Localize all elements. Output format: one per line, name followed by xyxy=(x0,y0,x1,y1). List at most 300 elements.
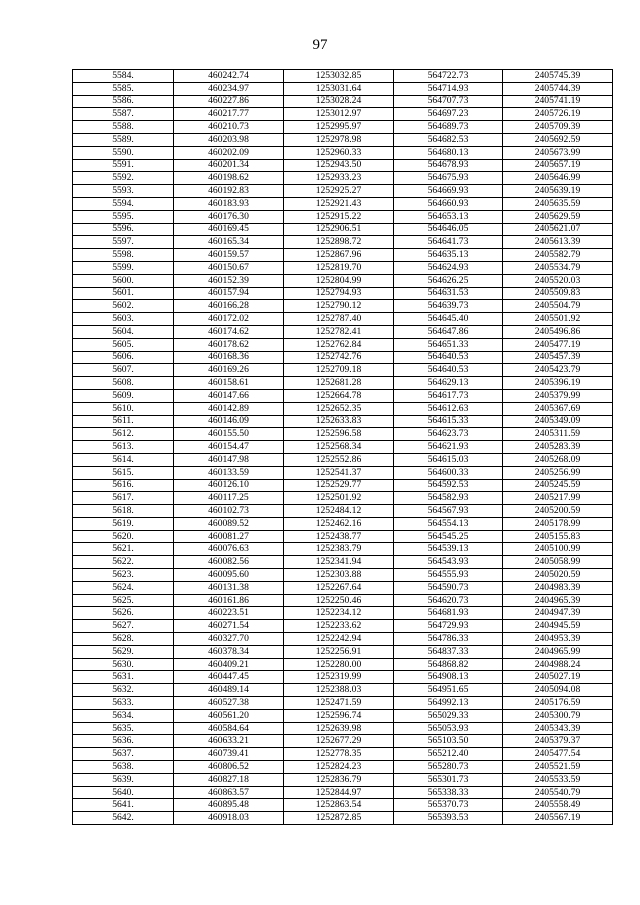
coord-y1-cell: 1252234.12 xyxy=(284,607,394,620)
coord-y2-cell: 2405300.79 xyxy=(503,709,613,722)
table-row xyxy=(73,338,613,351)
coord-y1-cell: 1252639.98 xyxy=(284,722,394,735)
coord-y2-cell: 2405217.99 xyxy=(503,492,613,505)
coord-x1-cell: 460561.20 xyxy=(174,709,284,722)
coord-x1-cell: 460863.57 xyxy=(174,786,284,799)
coord-y2-cell: 2405094.08 xyxy=(503,684,613,697)
coord-x1-cell: 460739.41 xyxy=(174,748,284,761)
coord-y2-cell: 2404983.39 xyxy=(503,581,613,594)
table-row xyxy=(73,82,613,95)
coord-x2-cell: 564624.93 xyxy=(394,261,503,274)
coord-y1-cell: 1252664.78 xyxy=(284,389,394,402)
table-row xyxy=(73,697,613,710)
point-number-cell: 5627. xyxy=(73,620,174,633)
point-number-cell: 5607. xyxy=(73,364,174,377)
coord-y1-cell: 1252742.76 xyxy=(284,351,394,364)
coord-y2-cell: 2404965.39 xyxy=(503,594,613,607)
coord-x2-cell: 565393.53 xyxy=(394,812,503,825)
coord-y1-cell: 1252256.91 xyxy=(284,645,394,658)
point-number-cell: 5598. xyxy=(73,249,174,262)
point-number-cell: 5618. xyxy=(73,505,174,518)
coord-x1-cell: 460147.98 xyxy=(174,453,284,466)
coord-x1-cell: 460527.38 xyxy=(174,697,284,710)
table-row xyxy=(73,261,613,274)
coord-x2-cell: 564680.13 xyxy=(394,146,503,159)
coord-x1-cell: 460166.28 xyxy=(174,300,284,313)
coord-y2-cell: 2405100.99 xyxy=(503,543,613,556)
coord-x2-cell: 565029.33 xyxy=(394,709,503,722)
coord-y2-cell: 2405256.99 xyxy=(503,466,613,479)
coord-y2-cell: 2405504.79 xyxy=(503,300,613,313)
coord-x1-cell: 460201.34 xyxy=(174,159,284,172)
coord-y1-cell: 1252267.64 xyxy=(284,581,394,594)
coord-y2-cell: 2405673.99 xyxy=(503,146,613,159)
point-number-cell: 5630. xyxy=(73,658,174,671)
table-row xyxy=(73,543,613,556)
coord-x1-cell: 460183.93 xyxy=(174,197,284,210)
coord-x2-cell: 564600.33 xyxy=(394,466,503,479)
coord-y1-cell: 1252943.50 xyxy=(284,159,394,172)
coord-y1-cell: 1252709.18 xyxy=(284,364,394,377)
table-row xyxy=(73,761,613,774)
coord-y2-cell: 2405534.79 xyxy=(503,261,613,274)
coordinates-table xyxy=(72,69,613,825)
coord-y1-cell: 1252529.77 xyxy=(284,479,394,492)
coord-x1-cell: 460192.83 xyxy=(174,185,284,198)
point-number-cell: 5629. xyxy=(73,645,174,658)
table-row xyxy=(73,799,613,812)
table-row xyxy=(73,453,613,466)
point-number-cell: 5603. xyxy=(73,313,174,326)
coord-y2-cell: 2405692.59 xyxy=(503,133,613,146)
point-number-cell: 5597. xyxy=(73,236,174,249)
table-row xyxy=(73,197,613,210)
coord-y2-cell: 2405639.19 xyxy=(503,185,613,198)
coord-y2-cell: 2405745.39 xyxy=(503,70,613,83)
coord-x2-cell: 564640.53 xyxy=(394,364,503,377)
coord-y1-cell: 1252303.88 xyxy=(284,569,394,582)
table-row xyxy=(73,722,613,735)
coord-x1-cell: 460095.60 xyxy=(174,569,284,582)
coord-y2-cell: 2404953.39 xyxy=(503,633,613,646)
point-number-cell: 5599. xyxy=(73,261,174,274)
coord-x1-cell: 460210.73 xyxy=(174,121,284,134)
coord-x1-cell: 460176.30 xyxy=(174,210,284,223)
coord-y1-cell: 1252915.22 xyxy=(284,210,394,223)
coord-x2-cell: 564645.40 xyxy=(394,313,503,326)
table-row xyxy=(73,709,613,722)
coord-x2-cell: 564647.86 xyxy=(394,325,503,338)
coord-x2-cell: 564621.93 xyxy=(394,441,503,454)
point-number-cell: 5600. xyxy=(73,274,174,287)
coord-y1-cell: 1252898.72 xyxy=(284,236,394,249)
point-number-cell: 5639. xyxy=(73,773,174,786)
coord-x1-cell: 460242.74 xyxy=(174,70,284,83)
point-number-cell: 5611. xyxy=(73,415,174,428)
point-number-cell: 5612. xyxy=(73,428,174,441)
coord-y1-cell: 1252462.16 xyxy=(284,517,394,530)
coord-x2-cell: 564554.13 xyxy=(394,517,503,530)
table-row xyxy=(73,300,613,313)
coord-x2-cell: 564675.93 xyxy=(394,172,503,185)
table-row xyxy=(73,812,613,825)
coord-x2-cell: 564837.33 xyxy=(394,645,503,658)
coord-y1-cell: 1252762.84 xyxy=(284,338,394,351)
point-number-cell: 5588. xyxy=(73,121,174,134)
coord-x1-cell: 460169.45 xyxy=(174,223,284,236)
coord-x2-cell: 564629.13 xyxy=(394,377,503,390)
coord-x1-cell: 460159.57 xyxy=(174,249,284,262)
coordinates-table-body xyxy=(73,70,613,825)
coord-y1-cell: 1252995.97 xyxy=(284,121,394,134)
coord-y1-cell: 1252933.23 xyxy=(284,172,394,185)
coord-y2-cell: 2405178.99 xyxy=(503,517,613,530)
coord-y2-cell: 2405509.83 xyxy=(503,287,613,300)
point-number-cell: 5585. xyxy=(73,82,174,95)
coord-x1-cell: 460172.02 xyxy=(174,313,284,326)
point-number-cell: 5594. xyxy=(73,197,174,210)
point-number-cell: 5628. xyxy=(73,633,174,646)
coord-y2-cell: 2405027.19 xyxy=(503,671,613,684)
coord-y1-cell: 1252863.54 xyxy=(284,799,394,812)
coord-x1-cell: 460203.98 xyxy=(174,133,284,146)
coord-y2-cell: 2405379.99 xyxy=(503,389,613,402)
coord-x2-cell: 564620.73 xyxy=(394,594,503,607)
coord-y2-cell: 2405423.79 xyxy=(503,364,613,377)
coord-y1-cell: 1252438.77 xyxy=(284,530,394,543)
coord-x1-cell: 460633.21 xyxy=(174,735,284,748)
point-number-cell: 5616. xyxy=(73,479,174,492)
coord-y2-cell: 2405176.59 xyxy=(503,697,613,710)
coord-y1-cell: 1252790.12 xyxy=(284,300,394,313)
table-row xyxy=(73,159,613,172)
table-row xyxy=(73,607,613,620)
table-row xyxy=(73,492,613,505)
coord-y1-cell: 1252681.28 xyxy=(284,377,394,390)
coord-y1-cell: 1252794.93 xyxy=(284,287,394,300)
point-number-cell: 5622. xyxy=(73,556,174,569)
coord-x2-cell: 564592.53 xyxy=(394,479,503,492)
coord-x2-cell: 564660.93 xyxy=(394,197,503,210)
coord-x2-cell: 564646.05 xyxy=(394,223,503,236)
coord-x2-cell: 565212.40 xyxy=(394,748,503,761)
coord-x2-cell: 565338.33 xyxy=(394,786,503,799)
point-number-cell: 5614. xyxy=(73,453,174,466)
coord-y2-cell: 2405396.19 xyxy=(503,377,613,390)
coord-y2-cell: 2405311.59 xyxy=(503,428,613,441)
coord-x2-cell: 564545.25 xyxy=(394,530,503,543)
coord-x2-cell: 564567.93 xyxy=(394,505,503,518)
coord-x1-cell: 460081.27 xyxy=(174,530,284,543)
point-number-cell: 5636. xyxy=(73,735,174,748)
coord-y1-cell: 1252568.34 xyxy=(284,441,394,454)
table-row xyxy=(73,645,613,658)
coord-y1-cell: 1252280.00 xyxy=(284,658,394,671)
coord-y1-cell: 1252867.96 xyxy=(284,249,394,262)
point-number-cell: 5633. xyxy=(73,697,174,710)
coord-x1-cell: 460168.36 xyxy=(174,351,284,364)
point-number-cell: 5631. xyxy=(73,671,174,684)
coord-x1-cell: 460154.47 xyxy=(174,441,284,454)
coord-x2-cell: 564714.93 xyxy=(394,82,503,95)
coord-x2-cell: 564615.33 xyxy=(394,415,503,428)
table-row xyxy=(73,351,613,364)
coord-x1-cell: 460126.10 xyxy=(174,479,284,492)
coord-x2-cell: 564623.73 xyxy=(394,428,503,441)
table-row xyxy=(73,210,613,223)
table-row xyxy=(73,581,613,594)
table-row xyxy=(73,428,613,441)
table-row xyxy=(73,620,613,633)
coord-y2-cell: 2405020.59 xyxy=(503,569,613,582)
coord-y1-cell: 1252552.86 xyxy=(284,453,394,466)
coord-y1-cell: 1252782.41 xyxy=(284,325,394,338)
point-number-cell: 5619. xyxy=(73,517,174,530)
coord-x1-cell: 460150.67 xyxy=(174,261,284,274)
point-number-cell: 5589. xyxy=(73,133,174,146)
point-number-cell: 5620. xyxy=(73,530,174,543)
table-row xyxy=(73,364,613,377)
table-row xyxy=(73,133,613,146)
coord-y2-cell: 2405657.19 xyxy=(503,159,613,172)
coord-y1-cell: 1252804.99 xyxy=(284,274,394,287)
table-row xyxy=(73,748,613,761)
coord-x1-cell: 460089.52 xyxy=(174,517,284,530)
table-row xyxy=(73,594,613,607)
coord-x2-cell: 564539.13 xyxy=(394,543,503,556)
table-row xyxy=(73,377,613,390)
coord-y1-cell: 1252541.37 xyxy=(284,466,394,479)
table-row xyxy=(73,70,613,83)
coord-x2-cell: 564635.13 xyxy=(394,249,503,262)
coord-x1-cell: 460082.56 xyxy=(174,556,284,569)
table-row xyxy=(73,735,613,748)
coord-x2-cell: 564697.23 xyxy=(394,108,503,121)
coord-x1-cell: 460142.89 xyxy=(174,402,284,415)
coord-y1-cell: 1252960.33 xyxy=(284,146,394,159)
coord-y1-cell: 1252484.12 xyxy=(284,505,394,518)
coord-x1-cell: 460076.63 xyxy=(174,543,284,556)
coord-y1-cell: 1252824.23 xyxy=(284,761,394,774)
coord-y2-cell: 2405558.49 xyxy=(503,799,613,812)
coord-x1-cell: 460378.34 xyxy=(174,645,284,658)
table-row xyxy=(73,479,613,492)
coord-y1-cell: 1253032.85 xyxy=(284,70,394,83)
coord-y2-cell: 2405582.79 xyxy=(503,249,613,262)
coord-y2-cell: 2405635.59 xyxy=(503,197,613,210)
table-row xyxy=(73,121,613,134)
point-number-cell: 5592. xyxy=(73,172,174,185)
point-number-cell: 5587. xyxy=(73,108,174,121)
coord-y1-cell: 1252596.58 xyxy=(284,428,394,441)
point-number-cell: 5642. xyxy=(73,812,174,825)
table-row xyxy=(73,249,613,262)
coord-x1-cell: 460198.62 xyxy=(174,172,284,185)
coord-x1-cell: 460146.09 xyxy=(174,415,284,428)
coord-y1-cell: 1252925.27 xyxy=(284,185,394,198)
coord-y2-cell: 2405283.39 xyxy=(503,441,613,454)
page-number: 97 xyxy=(312,37,328,53)
table-row xyxy=(73,236,613,249)
coord-y2-cell: 2405477.54 xyxy=(503,748,613,761)
coord-y2-cell: 2405744.39 xyxy=(503,82,613,95)
coord-y2-cell: 2405343.39 xyxy=(503,722,613,735)
table-row xyxy=(73,95,613,108)
point-number-cell: 5586. xyxy=(73,95,174,108)
coord-x1-cell: 460174.62 xyxy=(174,325,284,338)
coord-x1-cell: 460169.26 xyxy=(174,364,284,377)
coord-y2-cell: 2405477.19 xyxy=(503,338,613,351)
coord-y1-cell: 1252242.94 xyxy=(284,633,394,646)
coord-y2-cell: 2405457.39 xyxy=(503,351,613,364)
coord-x1-cell: 460806.52 xyxy=(174,761,284,774)
coord-x1-cell: 460133.59 xyxy=(174,466,284,479)
coord-x1-cell: 460271.54 xyxy=(174,620,284,633)
coord-y1-cell: 1252906.51 xyxy=(284,223,394,236)
coord-x2-cell: 564678.93 xyxy=(394,159,503,172)
point-number-cell: 5632. xyxy=(73,684,174,697)
point-number-cell: 5593. xyxy=(73,185,174,198)
coord-x2-cell: 565103.50 xyxy=(394,735,503,748)
table-row xyxy=(73,773,613,786)
coord-y1-cell: 1252341.94 xyxy=(284,556,394,569)
coord-x2-cell: 564651.33 xyxy=(394,338,503,351)
point-number-cell: 5605. xyxy=(73,338,174,351)
table-row xyxy=(73,684,613,697)
table-row xyxy=(73,530,613,543)
table-row xyxy=(73,633,613,646)
point-number-cell: 5621. xyxy=(73,543,174,556)
coord-y2-cell: 2405621.07 xyxy=(503,223,613,236)
point-number-cell: 5602. xyxy=(73,300,174,313)
coord-y1-cell: 1252319.99 xyxy=(284,671,394,684)
coord-x2-cell: 564626.25 xyxy=(394,274,503,287)
coord-y1-cell: 1252633.83 xyxy=(284,415,394,428)
point-number-cell: 5601. xyxy=(73,287,174,300)
coord-x2-cell: 564689.73 xyxy=(394,121,503,134)
coord-y2-cell: 2405646.99 xyxy=(503,172,613,185)
coord-x1-cell: 460161.86 xyxy=(174,594,284,607)
coord-x1-cell: 460447.45 xyxy=(174,671,284,684)
coord-y2-cell: 2405520.03 xyxy=(503,274,613,287)
coord-x1-cell: 460217.77 xyxy=(174,108,284,121)
coord-y1-cell: 1252921.43 xyxy=(284,197,394,210)
coord-y2-cell: 2405200.59 xyxy=(503,505,613,518)
point-number-cell: 5637. xyxy=(73,748,174,761)
coord-y2-cell: 2405726.19 xyxy=(503,108,613,121)
coord-y2-cell: 2404947.39 xyxy=(503,607,613,620)
coord-x1-cell: 460155.50 xyxy=(174,428,284,441)
coord-y1-cell: 1252978.98 xyxy=(284,133,394,146)
coord-x1-cell: 460234.97 xyxy=(174,82,284,95)
coord-y1-cell: 1252836.79 xyxy=(284,773,394,786)
table-row xyxy=(73,671,613,684)
coord-y1-cell: 1252233.62 xyxy=(284,620,394,633)
coord-x1-cell: 460827.18 xyxy=(174,773,284,786)
coord-y2-cell: 2405245.59 xyxy=(503,479,613,492)
coord-y2-cell: 2405367.69 xyxy=(503,402,613,415)
point-number-cell: 5613. xyxy=(73,441,174,454)
coord-x2-cell: 564707.73 xyxy=(394,95,503,108)
table-row xyxy=(73,389,613,402)
coord-x1-cell: 460178.62 xyxy=(174,338,284,351)
coord-y1-cell: 1252844.97 xyxy=(284,786,394,799)
point-number-cell: 5624. xyxy=(73,581,174,594)
point-number-cell: 5596. xyxy=(73,223,174,236)
coord-x2-cell: 564640.53 xyxy=(394,351,503,364)
point-number-cell: 5608. xyxy=(73,377,174,390)
coord-x2-cell: 564615.03 xyxy=(394,453,503,466)
point-number-cell: 5610. xyxy=(73,402,174,415)
coord-y1-cell: 1252471.59 xyxy=(284,697,394,710)
coord-x2-cell: 564669.93 xyxy=(394,185,503,198)
point-number-cell: 5617. xyxy=(73,492,174,505)
coord-x2-cell: 565280.73 xyxy=(394,761,503,774)
coord-y1-cell: 1252383.79 xyxy=(284,543,394,556)
coord-x2-cell: 564729.93 xyxy=(394,620,503,633)
coord-x2-cell: 564868.82 xyxy=(394,658,503,671)
coord-x2-cell: 564612.63 xyxy=(394,402,503,415)
coord-x2-cell: 564631.53 xyxy=(394,287,503,300)
coord-x2-cell: 565301.73 xyxy=(394,773,503,786)
coord-y1-cell: 1252596.74 xyxy=(284,709,394,722)
table-row xyxy=(73,505,613,518)
table-row xyxy=(73,556,613,569)
coord-x2-cell: 564653.13 xyxy=(394,210,503,223)
point-number-cell: 5590. xyxy=(73,146,174,159)
coord-x1-cell: 460489.14 xyxy=(174,684,284,697)
coord-y1-cell: 1252778.35 xyxy=(284,748,394,761)
point-number-cell: 5641. xyxy=(73,799,174,812)
coord-y2-cell: 2405349.09 xyxy=(503,415,613,428)
table-row xyxy=(73,108,613,121)
coord-y2-cell: 2405540.79 xyxy=(503,786,613,799)
coord-y1-cell: 1252388.03 xyxy=(284,684,394,697)
coord-y2-cell: 2405533.59 xyxy=(503,773,613,786)
table-row xyxy=(73,313,613,326)
table-row xyxy=(73,325,613,338)
coord-y1-cell: 1253012.97 xyxy=(284,108,394,121)
point-number-cell: 5591. xyxy=(73,159,174,172)
coord-x1-cell: 460409.21 xyxy=(174,658,284,671)
coord-x1-cell: 460131.38 xyxy=(174,581,284,594)
coord-y2-cell: 2405155.83 xyxy=(503,530,613,543)
coord-x2-cell: 564951.65 xyxy=(394,684,503,697)
coord-x1-cell: 460895.48 xyxy=(174,799,284,812)
point-number-cell: 5638. xyxy=(73,761,174,774)
coord-x1-cell: 460918.03 xyxy=(174,812,284,825)
table-row xyxy=(73,569,613,582)
coord-x2-cell: 564582.93 xyxy=(394,492,503,505)
coord-x1-cell: 460147.66 xyxy=(174,389,284,402)
coord-x2-cell: 564543.93 xyxy=(394,556,503,569)
coord-x2-cell: 564641.73 xyxy=(394,236,503,249)
table-row xyxy=(73,274,613,287)
coord-y1-cell: 1252872.85 xyxy=(284,812,394,825)
coord-x2-cell: 564590.73 xyxy=(394,581,503,594)
coord-x2-cell: 564722.73 xyxy=(394,70,503,83)
coord-y2-cell: 2405496.86 xyxy=(503,325,613,338)
table-row xyxy=(73,223,613,236)
point-number-cell: 5623. xyxy=(73,569,174,582)
coord-x2-cell: 564992.13 xyxy=(394,697,503,710)
coord-y1-cell: 1252501.92 xyxy=(284,492,394,505)
point-number-cell: 5635. xyxy=(73,722,174,735)
table-row xyxy=(73,185,613,198)
point-number-cell: 5604. xyxy=(73,325,174,338)
coord-y2-cell: 2404965.99 xyxy=(503,645,613,658)
coord-x1-cell: 460117.25 xyxy=(174,492,284,505)
